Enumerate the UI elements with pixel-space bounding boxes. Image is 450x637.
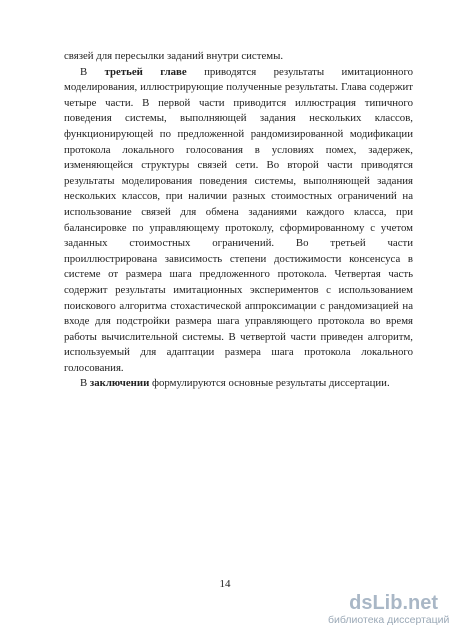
paragraph-text: формулируются основные результаты диссертации. xyxy=(149,377,390,390)
watermark xyxy=(328,592,450,626)
paragraph-lead: В xyxy=(80,65,105,78)
bold-term-third-chapter: третьей главе xyxy=(104,65,187,78)
page-number: 14 xyxy=(219,578,231,590)
paragraph-lead: В xyxy=(80,377,90,390)
bold-term-conclusion: заключении xyxy=(89,377,150,390)
document-body xyxy=(64,49,413,392)
watermark-subtitle: библиотека диссертаций xyxy=(328,614,450,626)
paragraph-text: приводятся результаты имитационного моделирования, иллюстрирующие полученные результаты. Глава содержит четыре части. В первой части приводится иллюстрация типичного поведения системы, выполняющей задания нескольких классов, функционирующей по предложенной рандомизированной модификации протокола локального голосования в условиях помех, задержек, изменяющейся структуры связей сети. Во второй части приводятся результаты моделирования поведения системы, выполняющей задания нескольких классов, при наличии разных стоимостных ограничений на использование связей для обмена заданиями каждого класса, при балансировке по управляющему протоколу, сформированному с учетом заданных стоимостных ограничений. Во третьей части проиллюстрирована зависимость степени достижимости консенсуса в системе от размера шага предложенного протокола. Четвертая часть содержит результаты имитационных экспериментов с использованием поискового алгоритма стохастической аппроксимации с рандомизацией на входе для подстройки размера шага управляющего протокола во время работы вычислительной системы. В четвертой части приведен алгоритм, используемый для адаптации размера шага протокола локального голосования. xyxy=(64,65,413,374)
paragraph-third-chapter xyxy=(64,65,413,377)
watermark-logo: dsLib.net xyxy=(349,592,438,614)
paragraph-conclusion xyxy=(64,376,413,392)
paragraph-text: связей для пересылки заданий внутри системы. xyxy=(64,50,284,62)
paragraph-continuation xyxy=(64,49,413,65)
